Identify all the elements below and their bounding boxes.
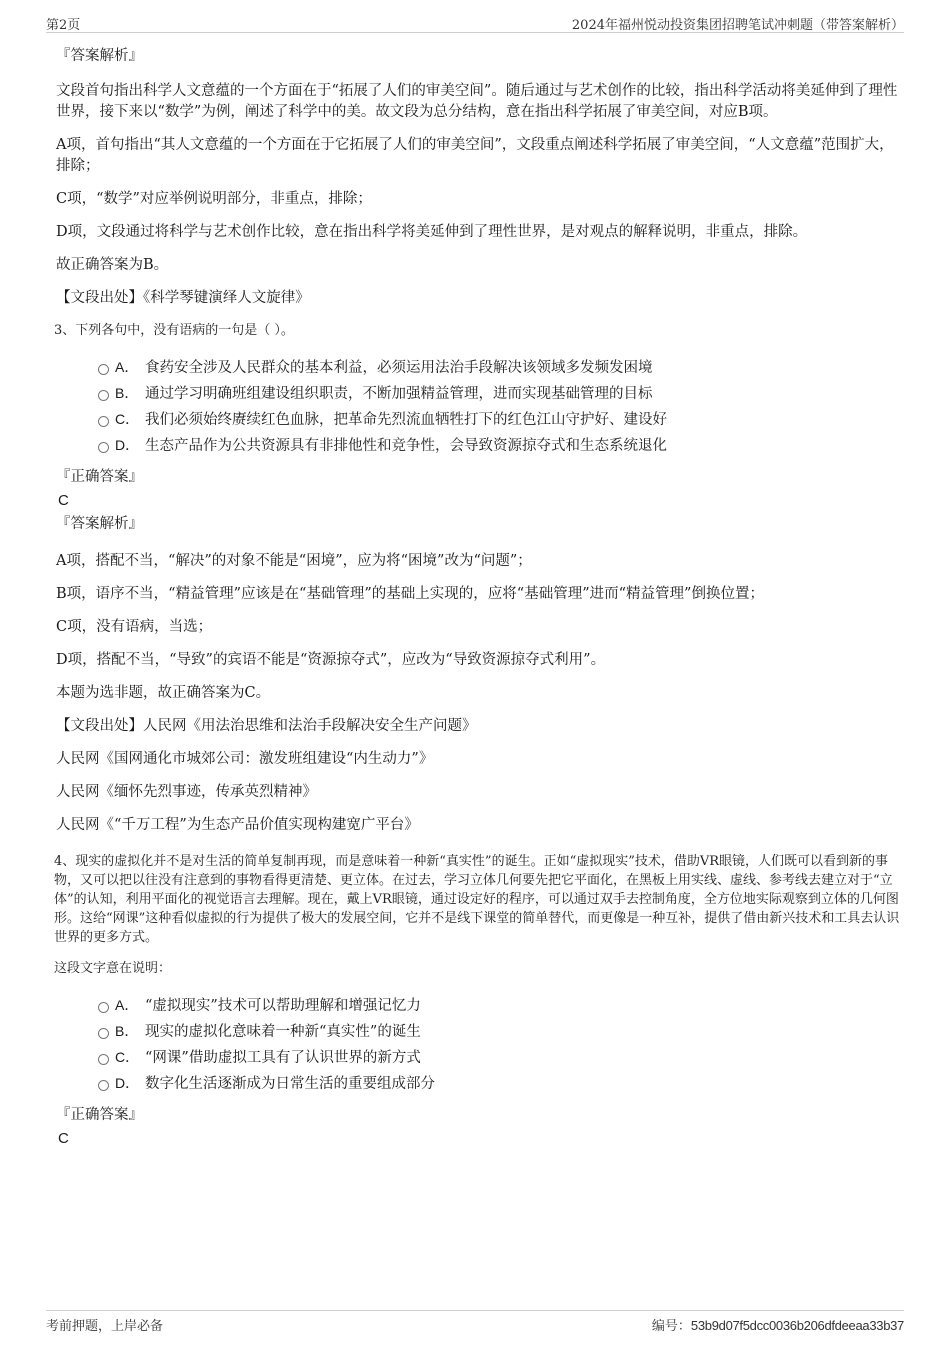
option-text: 通过学习明确班组建设组织职责，不断加强精益管理，进而实现基础管理的目标 xyxy=(145,386,653,402)
option-letter: D． xyxy=(115,437,140,453)
analysis-paragraph: D项，文段通过将科学与艺术创作比较，意在指出科学将美延伸到了理性世界，是对观点的解释说明，非重点，排除。 xyxy=(56,224,808,240)
code-value: 53b9d07f5dcc0036b206dfdeeaa33b37 xyxy=(690,1318,904,1333)
radio-icon[interactable] xyxy=(98,1002,109,1013)
source-citation: 人民网《“千万工程”为生态产品价值实现构建宽广平台》 xyxy=(56,817,419,833)
option-text: “网课”借助虚拟工具有了认识世界的新方式 xyxy=(145,1050,421,1066)
option-d[interactable] xyxy=(98,1073,904,1099)
page-number: 第2页 xyxy=(46,18,81,33)
conclusion-paragraph: 本题为选非题，故正确答案为C。 xyxy=(56,685,271,701)
option-letter: C． xyxy=(115,411,140,427)
radio-icon[interactable] xyxy=(98,1080,109,1091)
option-text: “虚拟现实”技术可以帮助理解和增强记忆力 xyxy=(145,998,421,1014)
option-letter: D． xyxy=(115,1075,140,1091)
analysis-label: 『答案解析』 xyxy=(56,48,143,64)
radio-icon[interactable] xyxy=(98,364,109,375)
code-label: 编号： xyxy=(651,1319,691,1334)
document-code xyxy=(652,1315,904,1334)
option-letter: C． xyxy=(115,1049,140,1065)
option-c[interactable] xyxy=(98,409,904,435)
analysis-paragraph: C项，没有语病，当选； xyxy=(56,619,213,635)
option-a[interactable] xyxy=(98,995,904,1021)
correct-answer-value: C xyxy=(58,1130,69,1147)
source-citation: 【文段出处】《科学琴键演绎人文旋律》 xyxy=(56,290,310,306)
option-d[interactable] xyxy=(98,435,904,461)
option-text: 数字化生活逐渐成为日常生活的重要组成部分 xyxy=(145,1076,435,1092)
option-b[interactable] xyxy=(98,383,904,409)
footer-slogan: 考前押题，上岸必备 xyxy=(46,1319,164,1334)
radio-icon[interactable] xyxy=(98,416,109,427)
analysis-paragraph: B项，语序不当，“精益管理”应该是在“基础管理”的基础上实现的，应将“基础管理”进而“精益管理”倒换位置； xyxy=(56,586,764,602)
source-citation: 【文段出处】人民网《用法治思维和法治手段解决安全生产问题》 xyxy=(56,718,477,734)
option-list xyxy=(98,995,904,1099)
option-text: 食药安全涉及人民群众的基本利益，必须运用法治手段解决该领域多发频发困境 xyxy=(145,360,653,376)
option-b[interactable] xyxy=(98,1021,904,1047)
analysis-paragraph: 文段首句指出科学人文意蕴的一个方面在于“拓展了人们的审美空间”。随后通过与艺术创作的比较，指出科学活动将美延伸到了理性世界，接下来以“数学”为例，阐述了科学中的美。故文段为总分结构，意在指出科学拓展了审美空间，对应B项。 xyxy=(56,83,898,120)
option-text: 我们必须始终赓续红色血脉，把革命先烈流血牺牲打下的红色江山守护好、建设好 xyxy=(145,412,667,428)
source-citation: 人民网《缅怀先烈事迹，传承英烈精神》 xyxy=(56,784,317,800)
radio-icon[interactable] xyxy=(98,1028,109,1039)
option-letter: A． xyxy=(115,359,139,375)
option-text: 现实的虚拟化意味着一种新“真实性”的诞生 xyxy=(145,1024,421,1040)
source-citation: 人民网《国网通化市城郊公司：激发班组建设“内生动力”》 xyxy=(56,751,434,767)
document-title: 2024年福州悦动投资集团招聘笔试冲刺题（带答案解析） xyxy=(571,18,904,33)
option-letter: B． xyxy=(115,1023,139,1039)
analysis-paragraph: A项，搭配不当，“解决”的对象不能是“困境”，应为将“困境”改为“问题”； xyxy=(56,553,532,569)
option-letter: A． xyxy=(115,997,139,1013)
conclusion-paragraph: 故正确答案为B。 xyxy=(56,257,169,273)
analysis-label: 『答案解析』 xyxy=(56,516,143,532)
analysis-paragraph: A项，首句指出“其人文意蕴的一个方面在于它拓展了人们的审美空间”，文段重点阐述科学拓展了审美空间，“人文意蕴”范围扩大，排除； xyxy=(56,137,894,174)
option-c[interactable] xyxy=(98,1047,904,1073)
correct-answer-label: 『正确答案』 xyxy=(56,469,143,485)
correct-answer-value: C xyxy=(58,492,69,509)
option-a[interactable] xyxy=(98,357,904,383)
question-prompt: 这段文字意在说明： xyxy=(54,961,172,976)
analysis-paragraph: C项，“数学”对应举例说明部分，非重点，排除； xyxy=(56,191,372,207)
option-text: 生态产品作为公共资源具有非排他性和竞争性，会导致资源掠夺式和生态系统退化 xyxy=(145,438,667,454)
correct-answer-label: 『正确答案』 xyxy=(56,1107,143,1123)
option-list xyxy=(98,357,904,461)
analysis-paragraph: D项，搭配不当，“导致”的宾语不能是“资源掠夺式”，应改为“导致资源掠夺式利用”。 xyxy=(56,652,606,668)
page-footer xyxy=(46,1310,904,1337)
radio-icon[interactable] xyxy=(98,442,109,453)
question-stem: 4、现实的虚拟化并不是对生活的简单复制再现，而是意味着一种新“真实性”的诞生。正如“虚拟现实”技术，借助VR眼镜，人们既可以看到新的事物，又可以把以往没有注意到的事物看得更清楚、更立体。在过去，学习立体几何要先把它平面化，在黑板上用实线、虚线、参考线去建立对于“立体”的认知，利用平面化的视觉语言去理解。现在，戴上VR眼镜，通过设定好的程序，可以通过双手去控制角度，全方位地实际观察到立体的几何图形。这给“网课”这种看似虚拟的行为提供了极大的发展空间，它并不是线下课堂的简单替代，而更像是一种互补，提供了借由新兴技术和工具去认识世界的更多方式。 xyxy=(54,854,900,945)
radio-icon[interactable] xyxy=(98,1054,109,1065)
page-header xyxy=(46,12,904,33)
option-letter: B． xyxy=(115,385,139,401)
question-stem: 3、下列各句中，没有语病的一句是（ ）。 xyxy=(54,323,294,338)
radio-icon[interactable] xyxy=(98,390,109,401)
page-content xyxy=(56,46,904,1152)
